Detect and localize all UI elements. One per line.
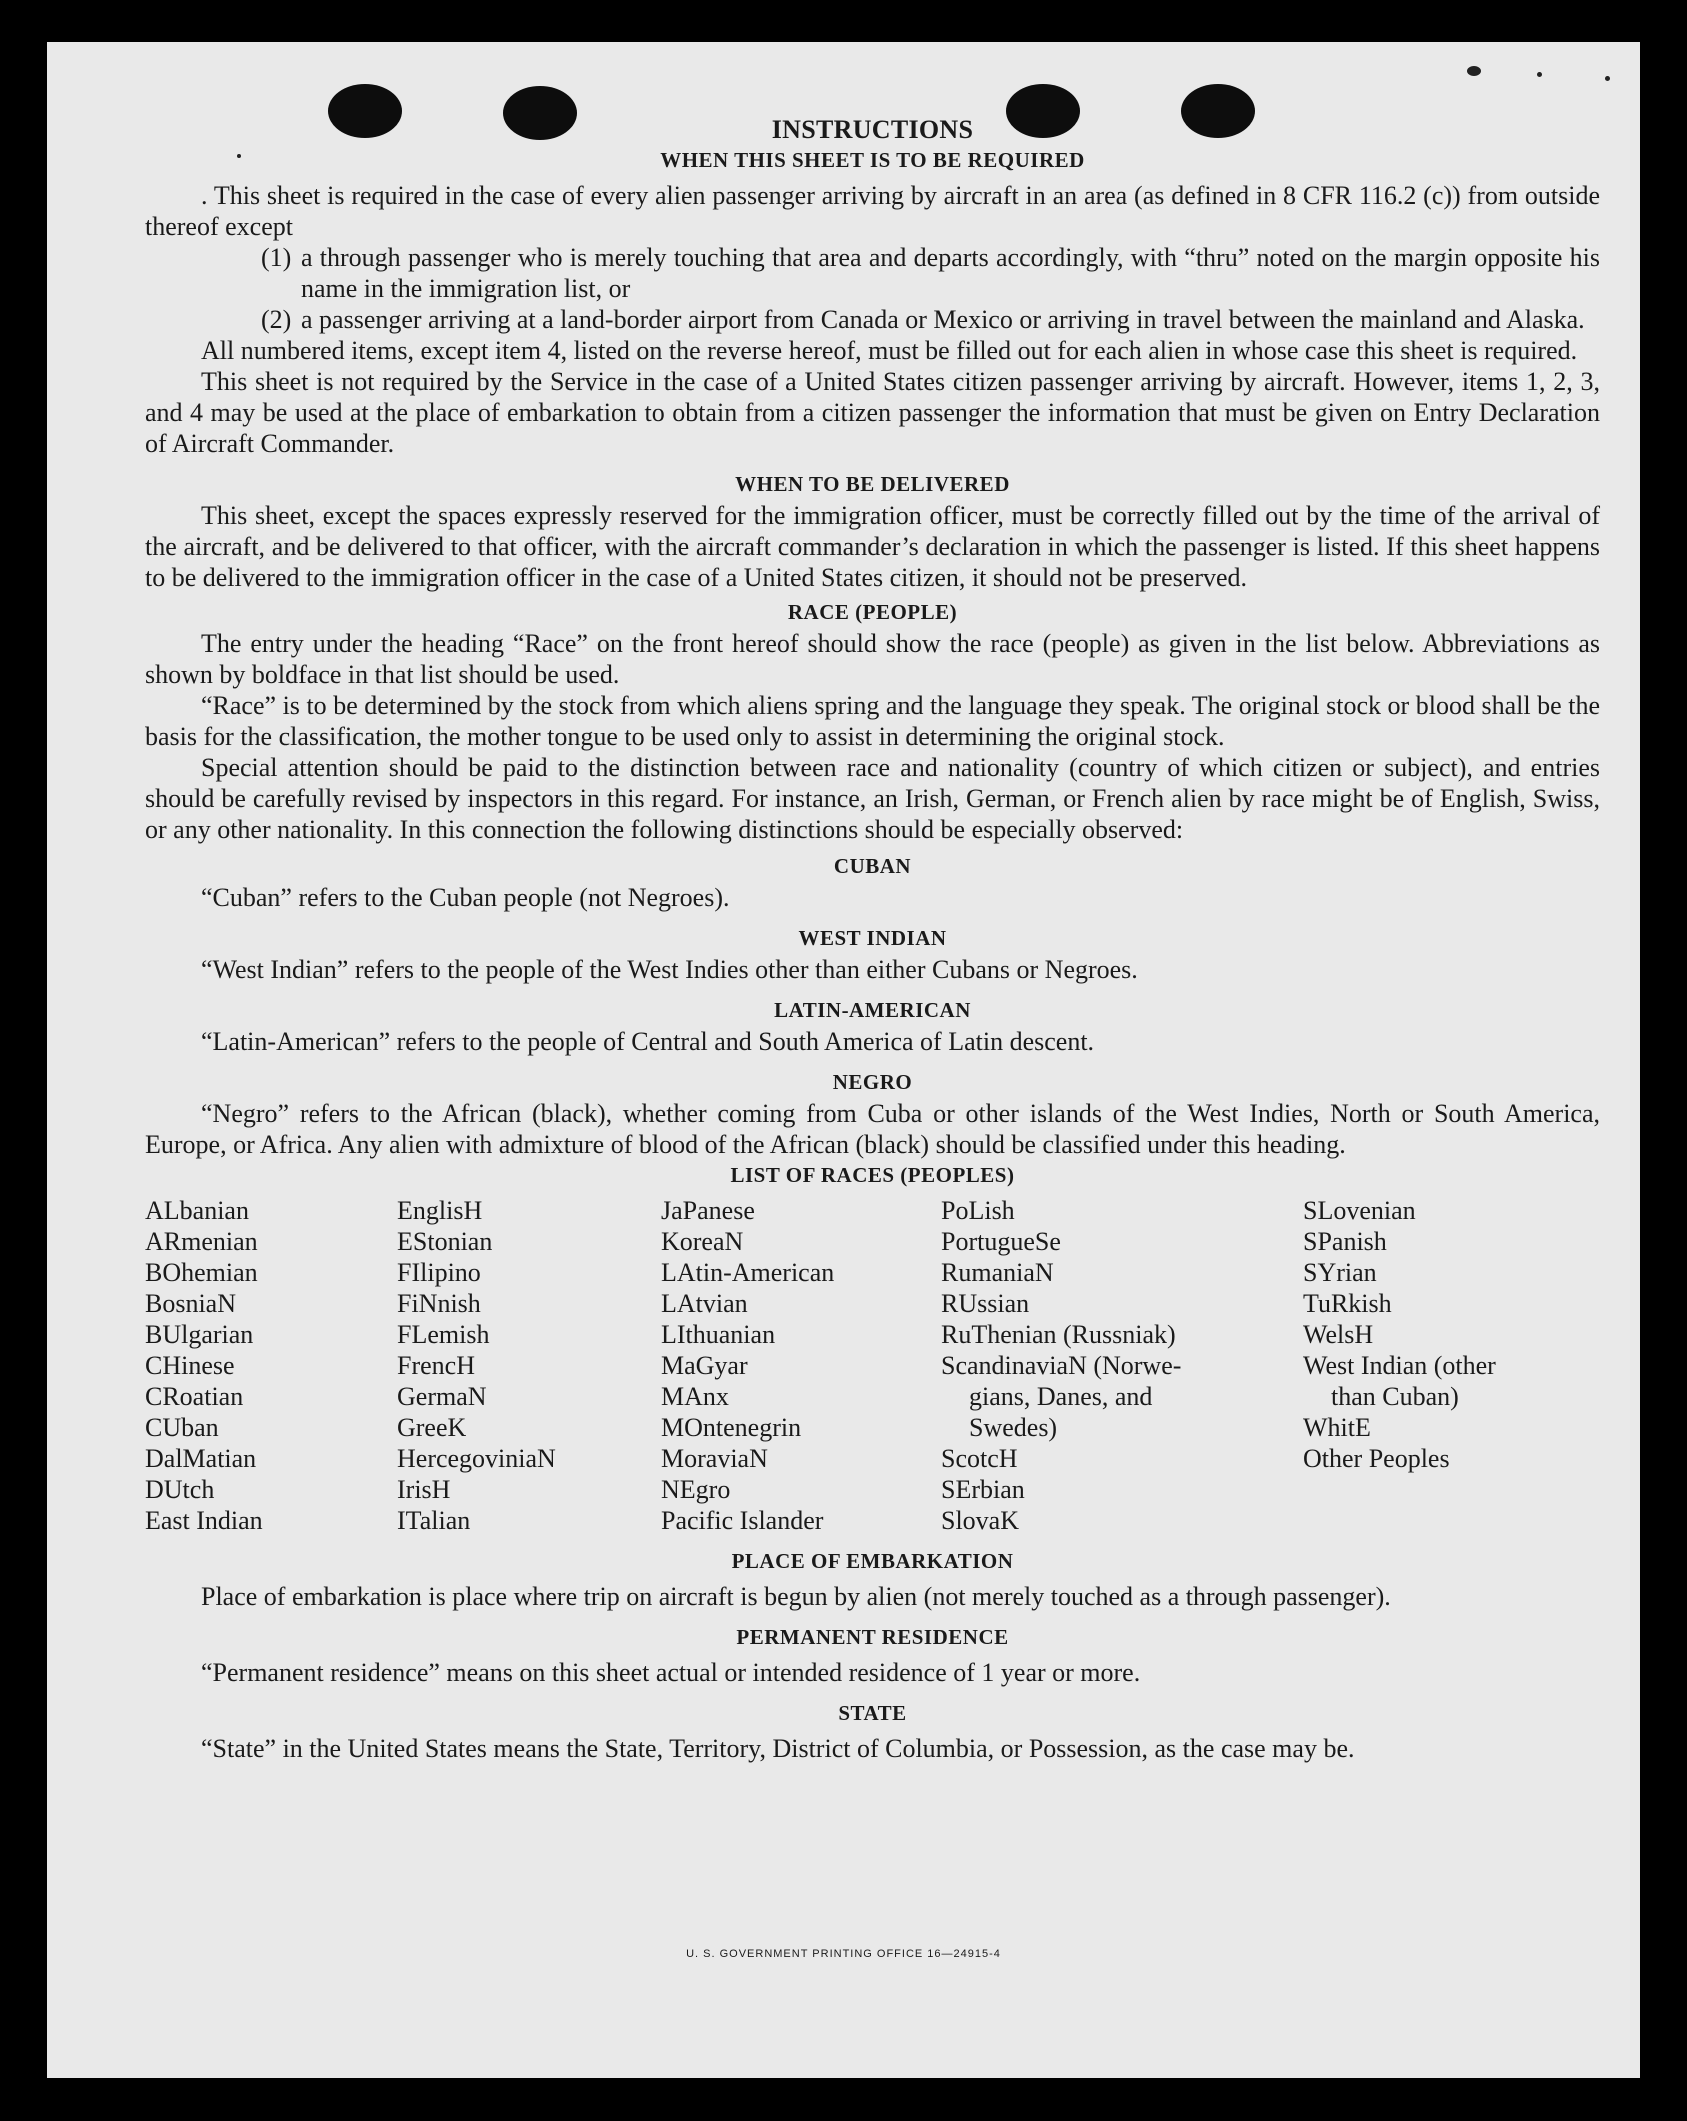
paragraph: “Negro” refers to the African (black), whether coming from Cuba or other islands of the West Indies, North or South America, Europe, or Africa. Any alien with admixture of blood of the African (black) should be classified under this heading. <box>145 1099 1600 1159</box>
race-entry: SYrian <box>1303 1258 1377 1287</box>
item-text: a through passenger who is merely touching that area and departs accordingly, with “thru” noted on the margin opposite his name in the immigration list, or <box>301 243 1600 303</box>
race-entry: West Indian (other <box>1303 1351 1496 1380</box>
paragraph: Special attention should be paid to the distinction between race and nationality (country of which citizen or subject), and entries should be carefully revised by inspectors in this regard. For instance, an Irish, German, or French alien by race might be of English, Swiss, or any other nationality. In this connection the following distinctions should be especially observed: <box>145 753 1600 844</box>
item-number: (1) <box>261 243 292 272</box>
race-entry: MaGyar <box>661 1351 748 1380</box>
section-heading: LIST OF RACES (PEOPLES) <box>730 1163 1015 1187</box>
section-heading: RACE (PEOPLE) <box>787 600 958 624</box>
paragraph: . This sheet is required in the case of every alien passenger arriving by aircraft in an area (as defined in 8 CFR 116.2 (c)) from outside thereof except <box>145 181 1600 241</box>
race-entry: GreeK <box>397 1413 467 1442</box>
printer-imprint: U. S. GOVERNMENT PRINTING OFFICE 16—24915-4 <box>686 1948 1001 1960</box>
race-entry: BUlgarian <box>145 1320 254 1349</box>
race-column <box>661 1195 941 1536</box>
list-item <box>261 242 1600 304</box>
ink-speck <box>1467 66 1481 76</box>
section-heading: CUBAN <box>833 854 912 878</box>
section-heading: LATIN-AMERICAN <box>774 998 971 1022</box>
paragraph: The entry under the heading “Race” on the front hereof should show the race (people) as given in the list below. Abbreviations as shown by boldface in that list should be used. <box>145 629 1600 689</box>
paragraph: All numbered items, except item 4, listed on the reverse hereof, must be filled out for each alien in whose case this sheet is required. <box>201 336 1578 365</box>
race-column <box>1303 1195 1600 1536</box>
race-entry: SErbian <box>941 1475 1025 1504</box>
paragraph: “Latin-American” refers to the people of Central and South America of Latin descent. <box>201 1027 1095 1056</box>
ink-speck <box>1537 72 1542 77</box>
race-entry: ScotcH <box>941 1444 1018 1473</box>
paragraph: This sheet, except the spaces expressly reserved for the immigration officer, must be correctly filled out by the time of the arrival of the aircraft, and be delivered to that officer, with the aircraft commander’s declaration in which the passenger is listed. If this sheet happens to be delivered to the immigration officer in the case of a United States citizen, it should not be preserved. <box>145 501 1600 592</box>
race-entry: gians, Danes, and <box>969 1382 1153 1411</box>
section-heading: PERMANENT RESIDENCE <box>736 1625 1009 1649</box>
race-entry: JaPanese <box>661 1196 755 1225</box>
race-entry: GermaN <box>397 1382 487 1411</box>
race-entry: MAnx <box>661 1382 729 1411</box>
race-entry: DUtch <box>145 1475 215 1504</box>
race-entry: ARmenian <box>145 1227 258 1256</box>
section-heading: WHEN TO BE DELIVERED <box>735 472 1010 496</box>
race-entry: ITalian <box>397 1506 471 1535</box>
race-entry: FiNnish <box>397 1289 481 1318</box>
paragraph: “Cuban” refers to the Cuban people (not Negroes). <box>201 883 730 912</box>
item-number: (2) <box>261 305 292 334</box>
race-entry: HercegoviniaN <box>397 1444 556 1473</box>
section-heading: WHEN THIS SHEET IS TO BE REQUIRED <box>660 148 1085 172</box>
race-entry: ALbanian <box>145 1196 249 1225</box>
item-text: a passenger arriving at a land-border airport from Canada or Mexico or arriving in travel between the mainland and Alaska. <box>301 305 1585 334</box>
race-entry: RumaniaN <box>941 1258 1054 1287</box>
race-entry: Pacific Islander <box>661 1506 824 1535</box>
race-entry: RuThenian (Russniak) <box>941 1320 1176 1349</box>
race-entry: SLovenian <box>1303 1196 1416 1225</box>
paragraph: “West Indian” refers to the people of the West Indies other than either Cubans or Negroes. <box>201 955 1138 984</box>
race-entry: EStonian <box>397 1227 493 1256</box>
race-entry: SPanish <box>1303 1227 1387 1256</box>
document-page <box>47 42 1640 2078</box>
race-entry: MoraviaN <box>661 1444 768 1473</box>
paragraph: This sheet is not required by the Service in the case of a United States citizen passenger arriving by aircraft. However, items 1, 2, 3, and 4 may be used at the place of embarkation to obtain from a citizen passenger the information that must be given on Entry Declaration of Aircraft Commander. <box>145 367 1600 458</box>
race-entry: Other Peoples <box>1303 1444 1450 1473</box>
race-entry: BOhemian <box>145 1258 258 1287</box>
race-entry: CUban <box>145 1413 219 1442</box>
race-column <box>397 1195 661 1536</box>
section-heading: STATE <box>838 1701 907 1725</box>
race-entry: NEgro <box>661 1475 731 1504</box>
race-list <box>145 1195 1600 1536</box>
instructions-body <box>145 114 1600 1764</box>
list-item <box>261 304 1600 335</box>
race-entry: LAtvian <box>661 1289 748 1318</box>
race-entry: DalMatian <box>145 1444 257 1473</box>
race-entry: than Cuban) <box>1331 1382 1459 1411</box>
race-entry: IrisH <box>397 1475 451 1504</box>
page-title: INSTRUCTIONS <box>771 115 974 144</box>
race-entry: BosniaN <box>145 1289 236 1318</box>
paragraph: “State” in the United States means the State, Territory, District of Columbia, or Possession, as the case may be. <box>201 1734 1355 1763</box>
race-entry: WhitE <box>1303 1413 1371 1442</box>
race-column <box>145 1195 397 1536</box>
section-heading: NEGRO <box>832 1070 913 1094</box>
paragraph: Place of embarkation is place where trip on aircraft is begun by alien (not merely touched as a through passenger). <box>201 1582 1391 1611</box>
race-entry: East Indian <box>145 1506 263 1535</box>
race-entry: LAtin-American <box>661 1258 835 1287</box>
race-entry: Swedes) <box>969 1413 1058 1442</box>
race-entry: FrencH <box>397 1351 475 1380</box>
race-entry: ScandinaviaN (Norwe- <box>941 1351 1182 1380</box>
race-entry: EnglisH <box>397 1196 483 1225</box>
race-entry: PortugueSe <box>941 1227 1061 1256</box>
race-entry: KoreaN <box>661 1227 744 1256</box>
ink-speck <box>1605 76 1610 81</box>
race-entry: WelsH <box>1303 1320 1374 1349</box>
race-entry: CRoatian <box>145 1382 244 1411</box>
race-entry: LIthuanian <box>661 1320 776 1349</box>
race-entry: PoLish <box>941 1196 1015 1225</box>
race-entry: FIlipino <box>397 1258 481 1287</box>
race-entry: FLemish <box>397 1320 490 1349</box>
section-heading: WEST INDIAN <box>798 926 947 950</box>
race-column <box>941 1195 1303 1536</box>
race-entry: RUssian <box>941 1289 1030 1318</box>
paragraph: “Permanent residence” means on this sheet actual or intended residence of 1 year or more. <box>201 1658 1141 1687</box>
race-entry: SlovaK <box>941 1506 1019 1535</box>
paragraph: “Race” is to be determined by the stock from which aliens spring and the language they speak. The original stock or blood shall be the basis for the classification, the mother tongue to be used only to assist in determining the original stock. <box>145 691 1600 751</box>
race-entry: TuRkish <box>1303 1289 1392 1318</box>
race-entry: CHinese <box>145 1351 235 1380</box>
race-entry: MOntenegrin <box>661 1413 802 1442</box>
section-heading: PLACE OF EMBARKATION <box>731 1549 1014 1573</box>
